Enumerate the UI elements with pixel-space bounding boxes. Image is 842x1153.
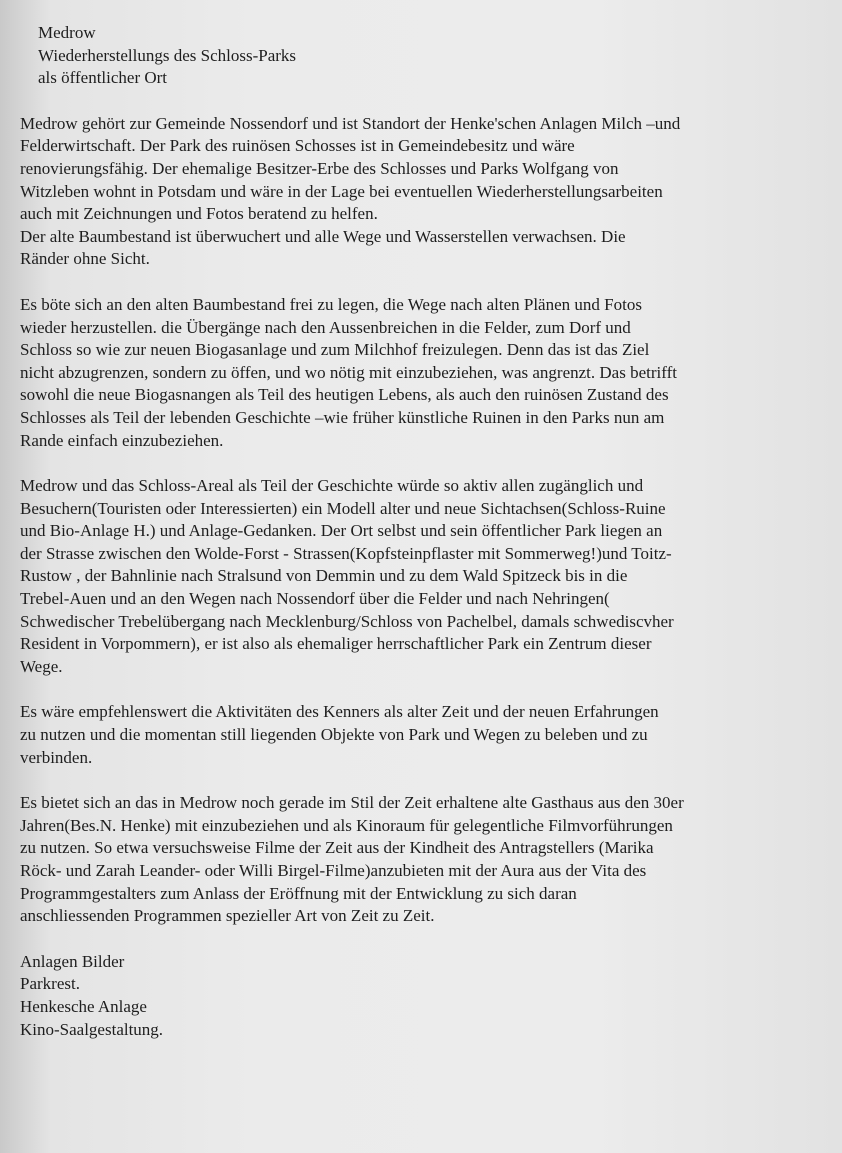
text-line: auch mit Zeichnungen und Fotos beratend zu helfen.	[20, 204, 378, 224]
text-line: der Strasse zwischen den Wolde-Forst - Strassen(Kopfsteinpflaster mit Sommerweg!)und Toitz-	[20, 543, 672, 563]
text-line: Jahren(Bes.N. Henke) mit einzubeziehen und als Kinoraum für gelegentliche Filmvorführungen	[20, 815, 673, 835]
text-line: Resident in Vorpommern), er ist also als ehemaliger herrschaftlicher Park ein Zentrum dieser	[20, 634, 652, 654]
text-line: Witzleben wohnt in Potsdam und wäre in der Lage bei eventuellen Wiederherstellungsarbeiten	[20, 181, 663, 201]
text-line: Rustow , der Bahnlinie nach Stralsund von Demmin und zu dem Wald Spitzeck bis in die	[20, 566, 628, 586]
text-line: zu nutzen. So etwa versuchsweise Filme der Zeit aus der Kindheit des Antragstellers (Marika	[20, 838, 654, 858]
text-line: nicht abzugrenzen, sondern zu öffen, und wo nötig mit einzubeziehen, was angrenzt. Das betrifft	[20, 362, 677, 382]
text-line: Es bietet sich an das in Medrow noch gerade im Stil der Zeit erhaltene alte Gasthaus aus den 30er	[20, 793, 684, 813]
text-line: zu nutzen und die momentan still liegenden Objekte von Park und Wegen zu beleben und zu	[20, 725, 648, 745]
paragraph-4	[20, 701, 820, 769]
header-line: Wiederherstellungs des Schloss-Parks	[38, 45, 297, 65]
header-line: als öffentlicher Ort	[38, 68, 168, 88]
text-line: Schloss so wie zur neuen Biogasanlage und zum Milchhof freizulegen. Denn das ist das Ziel	[20, 340, 650, 360]
text-line: Rande einfach einzubeziehen.	[20, 430, 224, 450]
list-item: Parkrest.	[20, 974, 80, 994]
list-item: Anlagen Bilder	[20, 951, 125, 971]
text-line: sowohl die neue Biogasnangen als Teil des heutigen Lebens, als auch den ruinösen Zustand des	[20, 385, 669, 405]
document-header	[38, 22, 820, 90]
text-line: anschliessenden Programmen spezieller Art von Zeit zu Zeit.	[20, 906, 435, 926]
text-line: wieder herzustellen. die Übergänge nach den Aussenbreichen in die Felder, zum Dorf und	[20, 317, 631, 337]
list-item: Kino-Saalgestaltung.	[20, 1019, 164, 1039]
text-line: Medrow und das Schloss-Areal als Teil der Geschichte würde so aktiv allen zugänglich und	[20, 476, 644, 496]
text-line: verbinden.	[20, 747, 93, 767]
text-line: Der alte Baumbestand ist überwuchert und alle Wege und Wasserstellen verwachsen. Die	[20, 226, 626, 246]
text-line: Es wäre empfehlenswert die Aktivitäten des Kenners als alter Zeit und der neuen Erfahrungen	[20, 702, 659, 722]
text-line: Ränder ohne Sicht.	[20, 249, 150, 269]
text-line: Medrow gehört zur Gemeinde Nossendorf und ist Standort der Henke'schen Anlagen Milch –und	[20, 113, 681, 133]
document-text	[20, 22, 820, 1041]
attachment-list	[20, 951, 820, 1041]
text-line: Es böte sich an den alten Baumbestand frei zu legen, die Wege nach alten Plänen und Fotos	[20, 294, 642, 314]
text-line: Schlosses als Teil der lebenden Geschichte –wie früher künstliche Ruinen in den Parks nun am	[20, 407, 665, 427]
text-line: Schwedischer Trebelübergang nach Mecklenburg/Schloss von Pachelbel, damals schwediscvher	[20, 611, 674, 631]
paragraph-1	[20, 113, 820, 271]
list-item: Henkesche Anlage	[20, 996, 147, 1016]
header-line: Medrow	[38, 23, 96, 42]
paragraph-5	[20, 792, 820, 928]
paragraph-2	[20, 294, 820, 452]
text-line: Wege.	[20, 656, 63, 676]
text-line: Programmgestalters zum Anlass der Eröffnung mit der Entwicklung zu sich daran	[20, 883, 577, 903]
text-line: Trebel-Auen und an den Wegen nach Nossendorf über die Felder und nach Nehringen(	[20, 589, 610, 609]
text-line: und Bio-Anlage H.) und Anlage-Gedanken. Der Ort selbst und sein öffentlicher Park liegen an	[20, 521, 663, 541]
text-line: Felderwirtschaft. Der Park des ruinösen Schosses ist in Gemeindebesitz und wäre	[20, 136, 575, 156]
text-line: renovierungsfähig. Der ehemalige Besitzer-Erbe des Schlosses und Parks Wolfgang von	[20, 158, 619, 178]
text-line: Besuchern(Touristen oder Interessierten) ein Modell alter und neue Sichtachsen(Schloss-Ruine	[20, 498, 666, 518]
paragraph-3	[20, 475, 820, 678]
text-line: Röck- und Zarah Leander- oder Willi Birgel-Filme)anzubieten mit der Aura aus der Vita des	[20, 861, 647, 880]
